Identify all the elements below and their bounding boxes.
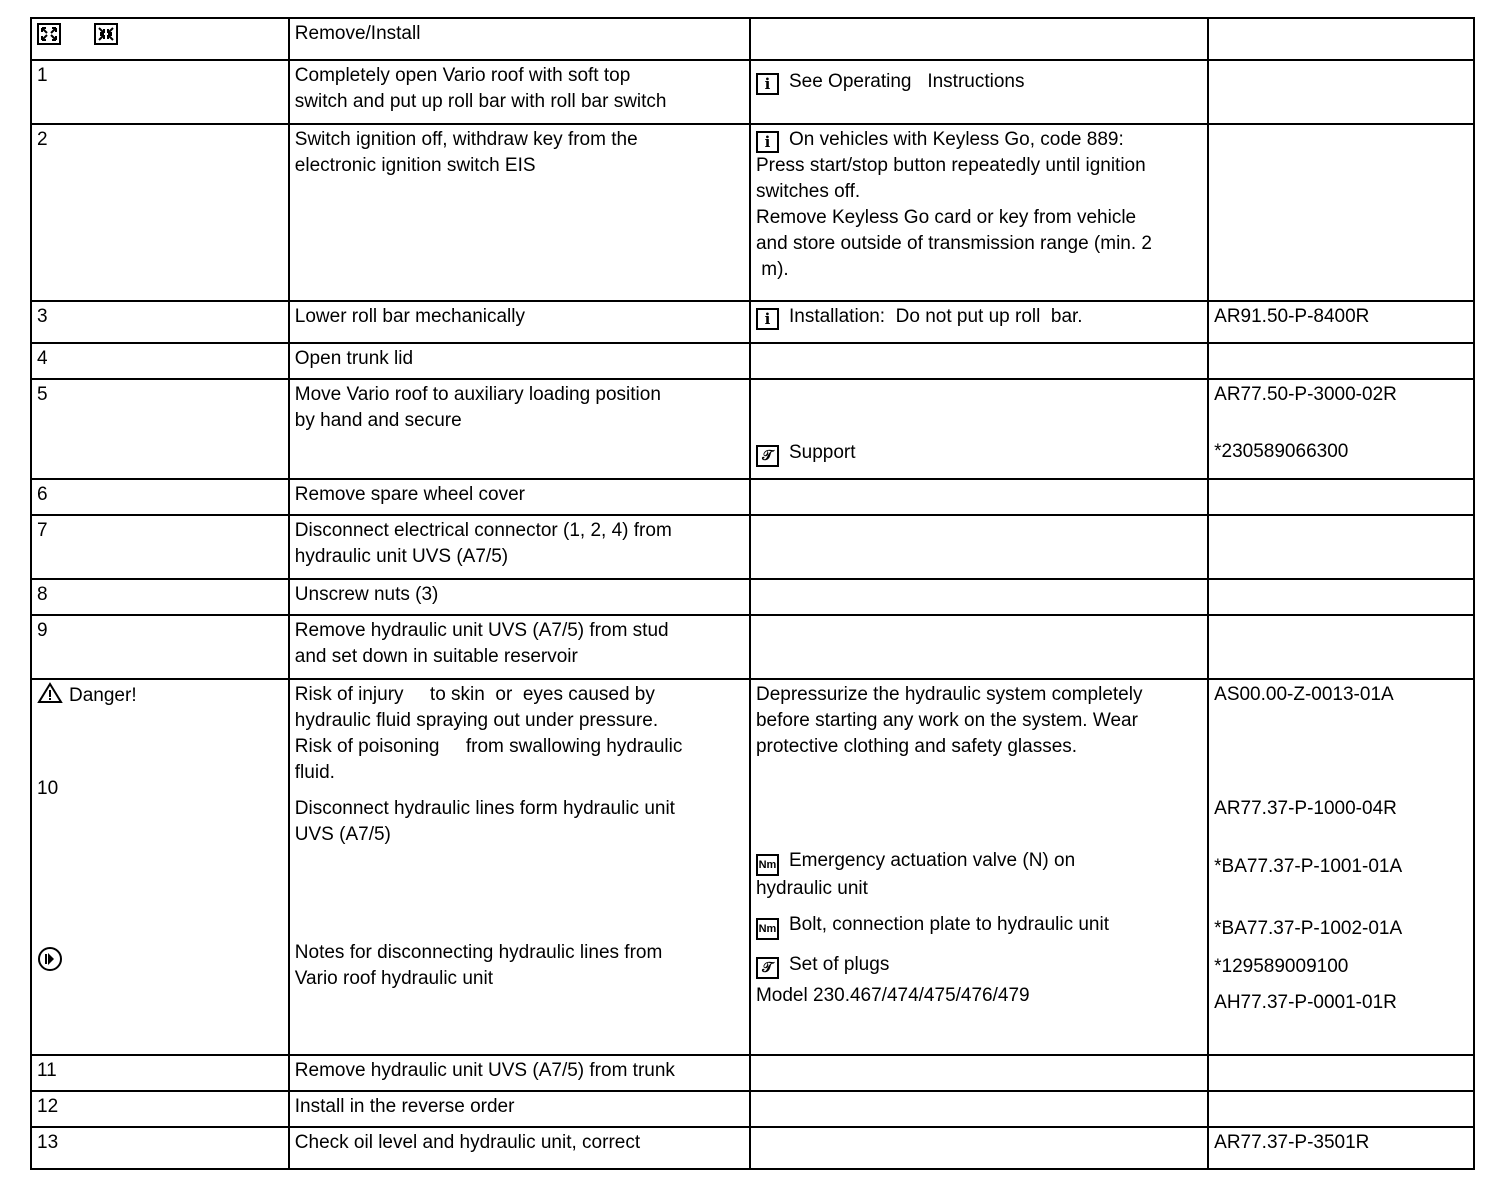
install-icon [94,23,118,53]
step-number: 9 [37,620,48,641]
step-action: Lower roll bar mechanically [294,306,525,327]
info-icon: i [756,308,779,330]
step-number: 5 [37,384,48,405]
danger-label: Danger! [69,685,137,706]
table-row [31,124,1474,301]
table-row [31,60,1474,124]
tool-number[interactable]: *129589009100 [1214,956,1349,977]
model-note: Model 230.467/474/475/476/479 [755,985,1030,1006]
table-row [31,1091,1474,1127]
step-action: by hand and secure [294,410,462,431]
step-action: Remove spare wheel cover [294,484,525,505]
info-note: m). [755,259,789,280]
reference-link[interactable]: AR77.37-P-3501R [1214,1132,1370,1153]
step-action: electronic ignition switch EIS [294,155,536,176]
info-note: Installation: Do not put up roll bar. [788,306,1083,327]
step-action: Switch ignition off, withdraw key from the [294,129,638,150]
info-note: On vehicles with Keyless Go, code 889: [788,129,1124,150]
torque-reference-link[interactable]: *BA77.37-P-1002-01A [1214,918,1403,939]
step-number: 1 [37,65,48,86]
info-icon: i [756,73,779,95]
step-action: Open trunk lid [294,348,414,369]
torque-reference-link[interactable]: *BA77.37-P-1001-01A [1214,856,1403,877]
special-tool-icon: 𝒯 [756,957,779,979]
step-number: 2 [37,129,48,150]
step-action: switch and put up roll bar with roll bar switch [294,91,667,112]
step-number: 10 [37,778,59,799]
notes-text: Vario roof hydraulic unit [294,968,493,989]
table-row [31,615,1474,679]
step-number: 13 [37,1132,59,1153]
info-note: and store outside of transmission range (min. 2 [755,233,1152,254]
danger-note: protective clothing and safety glasses. [755,736,1078,757]
danger-note: before starting any work on the system. Wear [755,710,1138,731]
step-action: Unscrew nuts (3) [294,584,439,605]
reference-link[interactable]: AH77.37-P-0001-01R [1214,992,1397,1013]
torque-spec: Emergency actuation valve (N) on [788,850,1076,871]
table-row [31,1127,1474,1169]
remove-icon [37,23,61,53]
tool-number[interactable]: *230589066300 [1214,441,1349,462]
step-number: 6 [37,484,48,505]
table-row [31,479,1474,515]
step-action: Check oil level and hydraulic unit, correct [294,1132,641,1153]
step-number: 3 [37,306,48,327]
reference-link[interactable]: AR77.50-P-3000-02R [1214,384,1397,405]
table-row [31,679,1474,1055]
notes-text: Notes for disconnecting hydraulic lines from [294,942,663,963]
step-action: Move Vario roof to auxiliary loading position [294,384,661,405]
step-number: 4 [37,348,48,369]
step-action: Disconnect electrical connector (1, 2, 4) from [294,520,672,541]
procedure-table [30,17,1475,1170]
reference-link[interactable]: AR91.50-P-8400R [1214,306,1370,327]
danger-text: Risk of poisoning from swallowing hydraulic [294,736,683,757]
table-row [31,579,1474,615]
special-tool-icon: 𝒯 [756,445,779,467]
step-number: 12 [37,1096,59,1117]
table-row [31,379,1474,479]
table-row [31,1055,1474,1091]
info-note: switches off. [755,181,861,202]
info-icon: i [756,131,779,153]
reference-link[interactable]: AS00.00-Z-0013-01A [1214,684,1394,705]
danger-text: fluid. [294,762,335,783]
tool-name: Support [788,442,856,463]
danger-text: hydraulic fluid spraying out under pressure. [294,710,659,731]
step-action: Install in the reverse order [294,1096,515,1117]
info-note: Remove Keyless Go card or key from vehicle [755,207,1137,228]
step-action: hydraulic unit UVS (A7/5) [294,546,509,567]
info-note: Press start/stop button repeatedly until ignition [755,155,1146,176]
step-action: Remove hydraulic unit UVS (A7/5) from trunk [294,1060,675,1081]
torque-spec: Bolt, connection plate to hydraulic unit [788,914,1109,935]
torque-icon: Nm [756,854,779,876]
page-title: Remove/Install [294,23,421,44]
step-action: Remove hydraulic unit UVS (A7/5) from stud [294,620,669,641]
operating-instructions-link[interactable]: See Operating Instructions [788,71,1025,92]
reference-link[interactable]: AR77.37-P-1000-04R [1214,798,1397,819]
danger-text: Risk of injury to skin or eyes caused by [294,684,655,705]
tool-name: Set of plugs [788,954,890,975]
step-number: 8 [37,584,48,605]
torque-spec: hydraulic unit [755,878,868,899]
step-action: Disconnect hydraulic lines form hydraulic unit [294,798,675,819]
warning-triangle-icon [37,682,63,712]
step-action: UVS (A7/5) [294,824,391,845]
table-row [31,515,1474,579]
table-row-header [31,18,1474,60]
step-number: 7 [37,520,48,541]
step-number: 11 [37,1060,57,1081]
step-action: and set down in suitable reservoir [294,646,578,667]
table-row [31,301,1474,343]
torque-icon: Nm [756,918,779,940]
danger-note: Depressurize the hydraulic system completely [755,684,1143,705]
step-action: Completely open Vario roof with soft top [294,65,631,86]
table-row [31,343,1474,379]
note-arrow-icon [37,946,63,980]
